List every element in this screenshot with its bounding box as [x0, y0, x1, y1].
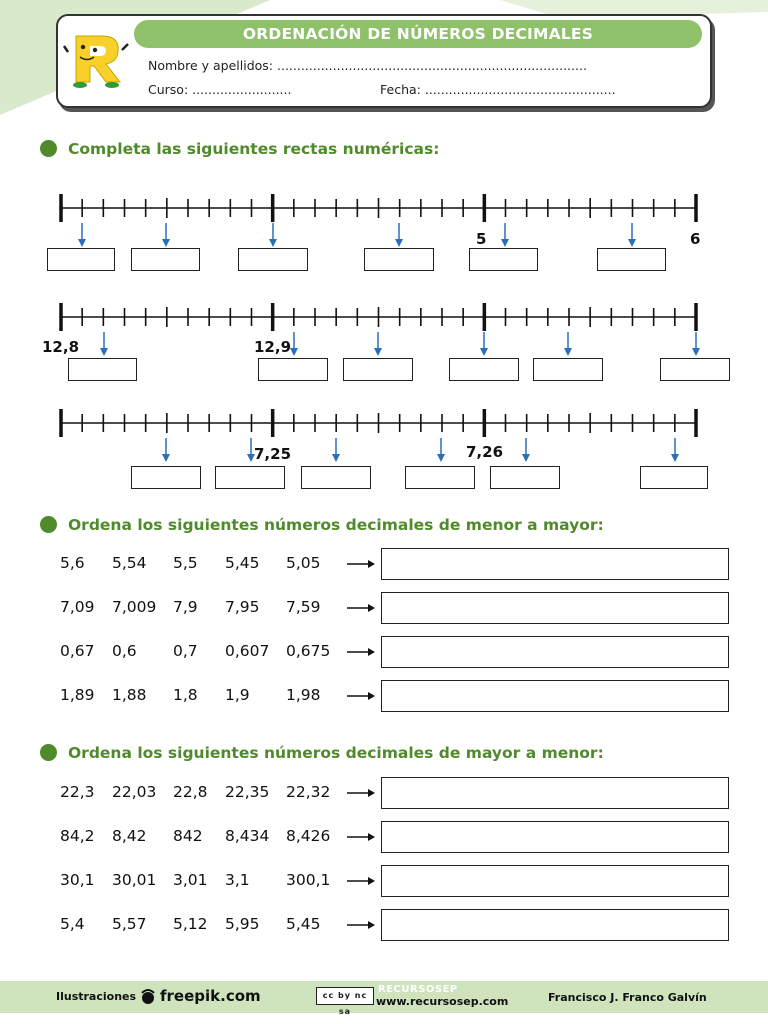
section-title-text: Ordena los siguientes números decimales de mayor a menor: [68, 744, 604, 762]
answer-box[interactable] [533, 358, 603, 381]
exercise-row [0, 821, 768, 853]
answer-box[interactable] [47, 248, 115, 271]
number-line-3-label-7-25: 7,25 [254, 445, 292, 463]
answer-box[interactable] [469, 248, 538, 271]
arrow-head [522, 454, 530, 462]
number-line-2-label-12-9: 12,9 [254, 338, 292, 356]
arrow-head [437, 454, 445, 462]
arrow-head [395, 239, 403, 247]
decimal-number: 5,45 [286, 915, 321, 933]
decimal-number: 5,6 [60, 554, 85, 572]
decimal-number: 0,6 [112, 642, 137, 660]
answer-box[interactable] [597, 248, 666, 271]
answer-box[interactable] [490, 466, 560, 489]
arrow-head [269, 239, 277, 247]
arrow-right-icon [346, 598, 376, 618]
cc-license-badge: cc by nc sa [316, 987, 374, 1005]
arrow-right-icon [346, 554, 376, 574]
decimal-number: 5,12 [173, 915, 208, 933]
worksheet-title: ORDENACIÓN DE NÚMEROS DECIMALES [134, 20, 702, 48]
section-title-text: Completa las siguientes rectas numéricas: [68, 140, 440, 158]
decimal-number: 7,9 [173, 598, 198, 616]
decimal-number: 7,59 [286, 598, 321, 616]
decimal-number: 7,09 [60, 598, 95, 616]
answer-box[interactable] [215, 466, 285, 489]
arrow-right-icon [346, 783, 376, 803]
number-line-2-label-12-8: 12,8 [42, 338, 80, 356]
answer-input-box[interactable] [381, 777, 729, 809]
answer-input-box[interactable] [381, 636, 729, 668]
date-field: Fecha: ................................................ [380, 82, 616, 97]
decimal-number: 7,009 [112, 598, 157, 616]
answer-box[interactable] [258, 358, 328, 381]
decimal-number: 22,32 [286, 783, 331, 801]
author-credit: Francisco J. Franco Galvín [548, 991, 707, 1004]
decimal-number: 8,42 [112, 827, 147, 845]
decimal-number: 22,35 [225, 783, 270, 801]
arrow-head [332, 454, 340, 462]
arrow-right-icon [346, 871, 376, 891]
decimal-number: 0,67 [60, 642, 95, 660]
answer-box[interactable] [343, 358, 413, 381]
answer-input-box[interactable] [381, 909, 729, 941]
decimal-number: 1,98 [286, 686, 321, 704]
decimal-number: 1,8 [173, 686, 198, 704]
answer-box[interactable] [405, 466, 475, 489]
decimal-number: 5,57 [112, 915, 147, 933]
answer-box[interactable] [449, 358, 519, 381]
decimal-number: 3,1 [225, 871, 250, 889]
decimal-number: 5,05 [286, 554, 321, 572]
number-line-1-label-5: 5 [476, 230, 487, 248]
decimal-number: 7,95 [225, 598, 260, 616]
decimal-number: 842 [173, 827, 203, 845]
exercise-row [0, 909, 768, 941]
decimal-number: 1,88 [112, 686, 147, 704]
exercise-row [0, 548, 768, 580]
section-descending-title [40, 744, 604, 762]
decimal-number: 84,2 [60, 827, 95, 845]
decimal-number: 5,95 [225, 915, 260, 933]
footer-bar [0, 981, 768, 1016]
decimal-number: 3,01 [173, 871, 208, 889]
answer-input-box[interactable] [381, 548, 729, 580]
number-line-1-label-6: 6 [690, 230, 701, 248]
answer-input-box[interactable] [381, 821, 729, 853]
arrow-right-icon [346, 686, 376, 706]
illustrations-label: Ilustraciones [56, 990, 137, 1003]
bullet-icon [40, 516, 57, 533]
arrow-head [100, 348, 108, 356]
decimal-number: 5,4 [60, 915, 85, 933]
number-line-3-label-7-26: 7,26 [466, 443, 504, 461]
decimal-number: 22,3 [60, 783, 95, 801]
arrow-right-icon [346, 915, 376, 935]
course-field: Curso: ......................... [148, 82, 292, 97]
answer-box[interactable] [660, 358, 730, 381]
exercise-row [0, 680, 768, 712]
decimal-number: 1,89 [60, 686, 95, 704]
arrow-head [480, 348, 488, 356]
answer-box[interactable] [68, 358, 137, 381]
decimal-number: 8,426 [286, 827, 331, 845]
arrow-head [290, 348, 298, 356]
decimal-number: 22,03 [112, 783, 157, 801]
answer-box[interactable] [238, 248, 308, 271]
arrow-head [501, 239, 509, 247]
answer-box[interactable] [131, 248, 200, 271]
arrow-right-icon [346, 642, 376, 662]
arrow-head [671, 454, 679, 462]
decimal-number: 5,5 [173, 554, 198, 572]
arrow-head [162, 454, 170, 462]
decimal-number: 30,01 [112, 871, 157, 889]
freepik-logo-icon [138, 987, 158, 1007]
arrow-head [692, 348, 700, 356]
arrow-head [374, 348, 382, 356]
answer-input-box[interactable] [381, 680, 729, 712]
freepik-link[interactable]: freepik.com [160, 987, 261, 1005]
decimal-number: 22,8 [173, 783, 208, 801]
bullet-icon [40, 744, 57, 761]
section-title-text: Ordena los siguientes números decimales de menor a mayor: [68, 516, 604, 534]
answer-box[interactable] [301, 466, 371, 489]
arrow-head [628, 239, 636, 247]
answer-input-box[interactable] [381, 592, 729, 624]
arrow-head [162, 239, 170, 247]
exercise-row [0, 777, 768, 809]
decimal-number: 0,607 [225, 642, 270, 660]
name-field: Nombre y apellidos: .............................................................................. [148, 58, 587, 73]
arrow-head [564, 348, 572, 356]
answer-input-box[interactable] [381, 865, 729, 897]
decimal-number: 300,1 [286, 871, 331, 889]
exercise-row [0, 592, 768, 624]
decimal-number: 8,434 [225, 827, 270, 845]
section-ascending-title [40, 516, 604, 534]
answer-box[interactable] [131, 466, 201, 489]
decimal-number: 1,9 [225, 686, 250, 704]
arrow-right-icon [346, 827, 376, 847]
recursosep-link[interactable]: www.recursosep.com [376, 995, 509, 1008]
exercise-row [0, 865, 768, 897]
decimal-number: 30,1 [60, 871, 95, 889]
recursosep-logo: RECURSOSEP [378, 984, 458, 995]
exercise-row [0, 636, 768, 668]
decimal-number: 5,54 [112, 554, 147, 572]
arrow-head [78, 239, 86, 247]
decimal-number: 0,7 [173, 642, 198, 660]
decimal-number: 5,45 [225, 554, 260, 572]
answer-box[interactable] [640, 466, 708, 489]
answer-box[interactable] [364, 248, 434, 271]
decimal-number: 0,675 [286, 642, 331, 660]
